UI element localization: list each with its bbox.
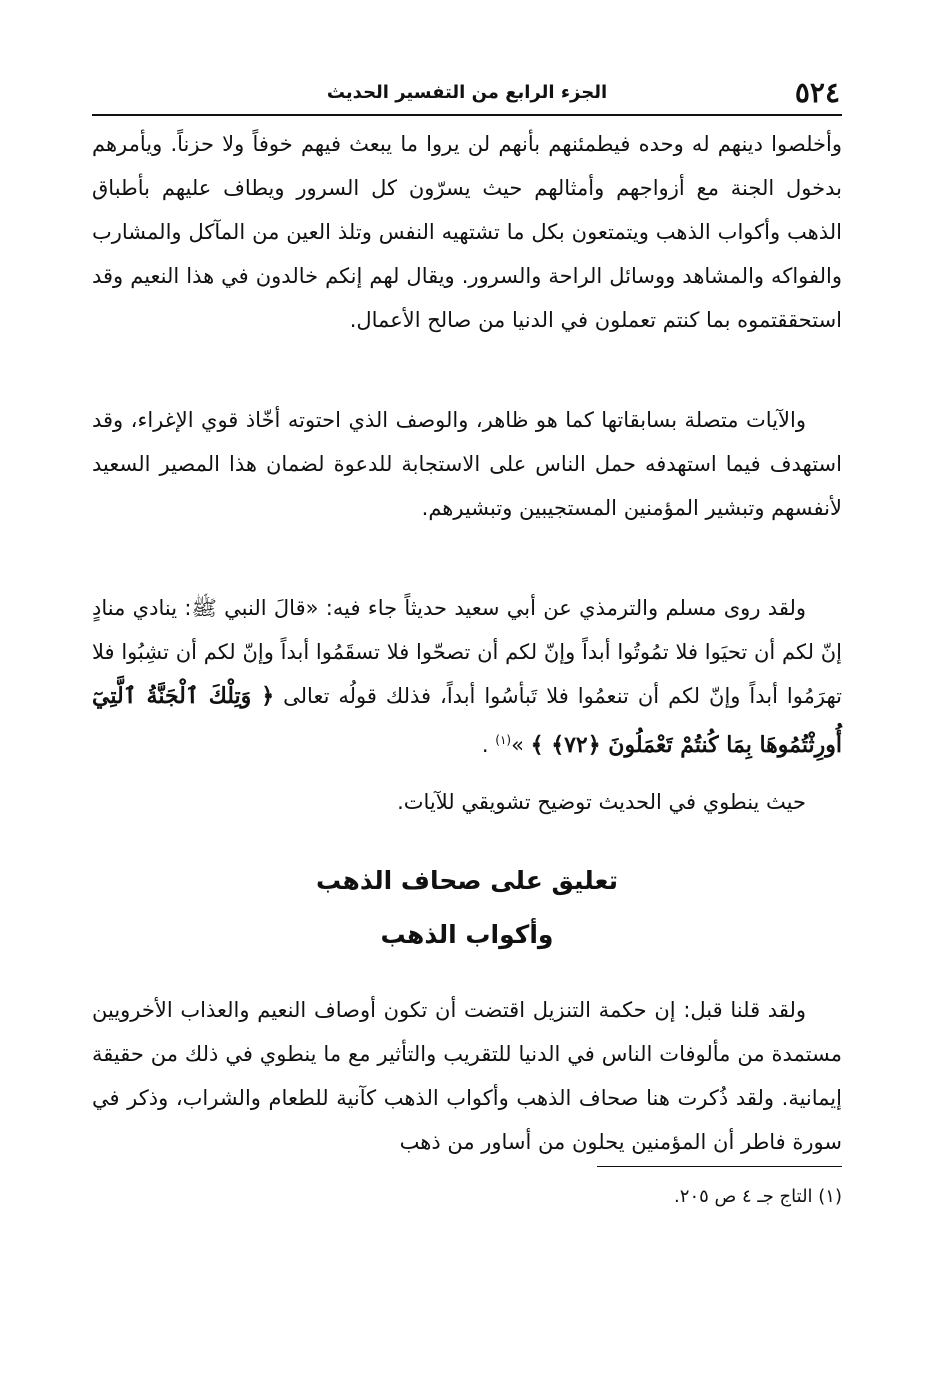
footnote-1: (١) التاج جـ ٤ ص ٢٠٥. [674, 1186, 842, 1207]
paragraph-5: ولقد قلنا قبل: إن حكمة التنزيل اقتضت أن تكون أوصاف النعيم والعذاب الأخرويين مستمدة من مألوفات الناس في الدنيا للتقريب والتأثير مع ما ينطوي في ذلك من حقيقة إيمانية. ولقد ذُكرت هنا صحاف الذهب وأكواب الذهب كآنية للطعام والشراب، وذكر في سورة فاطر أن المؤمنين يحلون من أساور من ذهب [92, 998, 842, 1154]
page-header [92, 74, 842, 116]
quran-verse: ﴿ وَتِلْكَ ٱلْجَنَّةُ ٱلَّتِيٓ أُورِثْتُمُوهَا بِمَا كُنتُمْ تَعْمَلُونَ ﴿٧٢﴾ ﴾ [92, 683, 842, 758]
paragraph-3-hadith [92, 586, 842, 767]
section-heading-line-1: تعليق على صحاف الذهب [316, 866, 618, 895]
section-heading-line-2: وأكواب الذهب [380, 920, 554, 949]
page-number: ٥٢٤ [794, 76, 840, 109]
footnote-reference[interactable]: (١) [495, 733, 512, 747]
footnote-divider [597, 1166, 842, 1167]
hadith-text: ولقد روى مسلم والترمذي عن أبي سعيد حديثاً جاء فيه: «قالَ النبي ﷺ: ينادي منادٍ إنّ لكم أن تحيَوا فلا تمُوتُوا أبداً وإنّ لكم أن تصحّوا فلا تسقَمُوا أبداً وإنّ لكم أن تشِبُوا فلا تهرَمُوا أبداً وإنّ لكم أن تنعمُوا فلا تَبأسُوا أبداً، فذلك قولُه تعالى [92, 596, 842, 708]
paragraph-2: والآيات متصلة بسابقاتها كما هو ظاهر، والوصف الذي احتوته أخّاذ قوي الإغراء، وقد استهدف فيما استهدفه حمل الناس على الاستجابة للدعوة لضمان هذا المصير السعيد لأنفسهم وتبشير المؤمنين المستجيبين وتبشيرهم. [92, 408, 842, 520]
paragraph-4: حيث ينطوي في الحديث توضيح تشويقي للآيات. [397, 790, 806, 814]
quote-close: » [511, 733, 524, 757]
sentence-end: . [481, 733, 489, 757]
running-title: الجزء الرابع من التفسير الحديث [326, 82, 608, 103]
paragraph-1: وأخلصوا دينهم له وحده فيطمئنهم بأنهم لن يروا ما يبعث فيهم خوفاً ولا حزناً. ويأمرهم بدخول الجنة مع أزواجهم وأمثالهم حيث يسرّون كل السرور ويطاف عليهم بأطباق الذهب وأكواب الذهب ويتمتعون بكل ما تشتهيه النفس وتلذ العين من المآكل والمشارب والفواكه والمشاهد ووسائل الراحة والسرور. ويقال لهم إنكم خالدون في هذا النعيم وقد استحققتموه بما كنتم تعملون في الدنيا من صالح الأعمال. [92, 132, 842, 332]
